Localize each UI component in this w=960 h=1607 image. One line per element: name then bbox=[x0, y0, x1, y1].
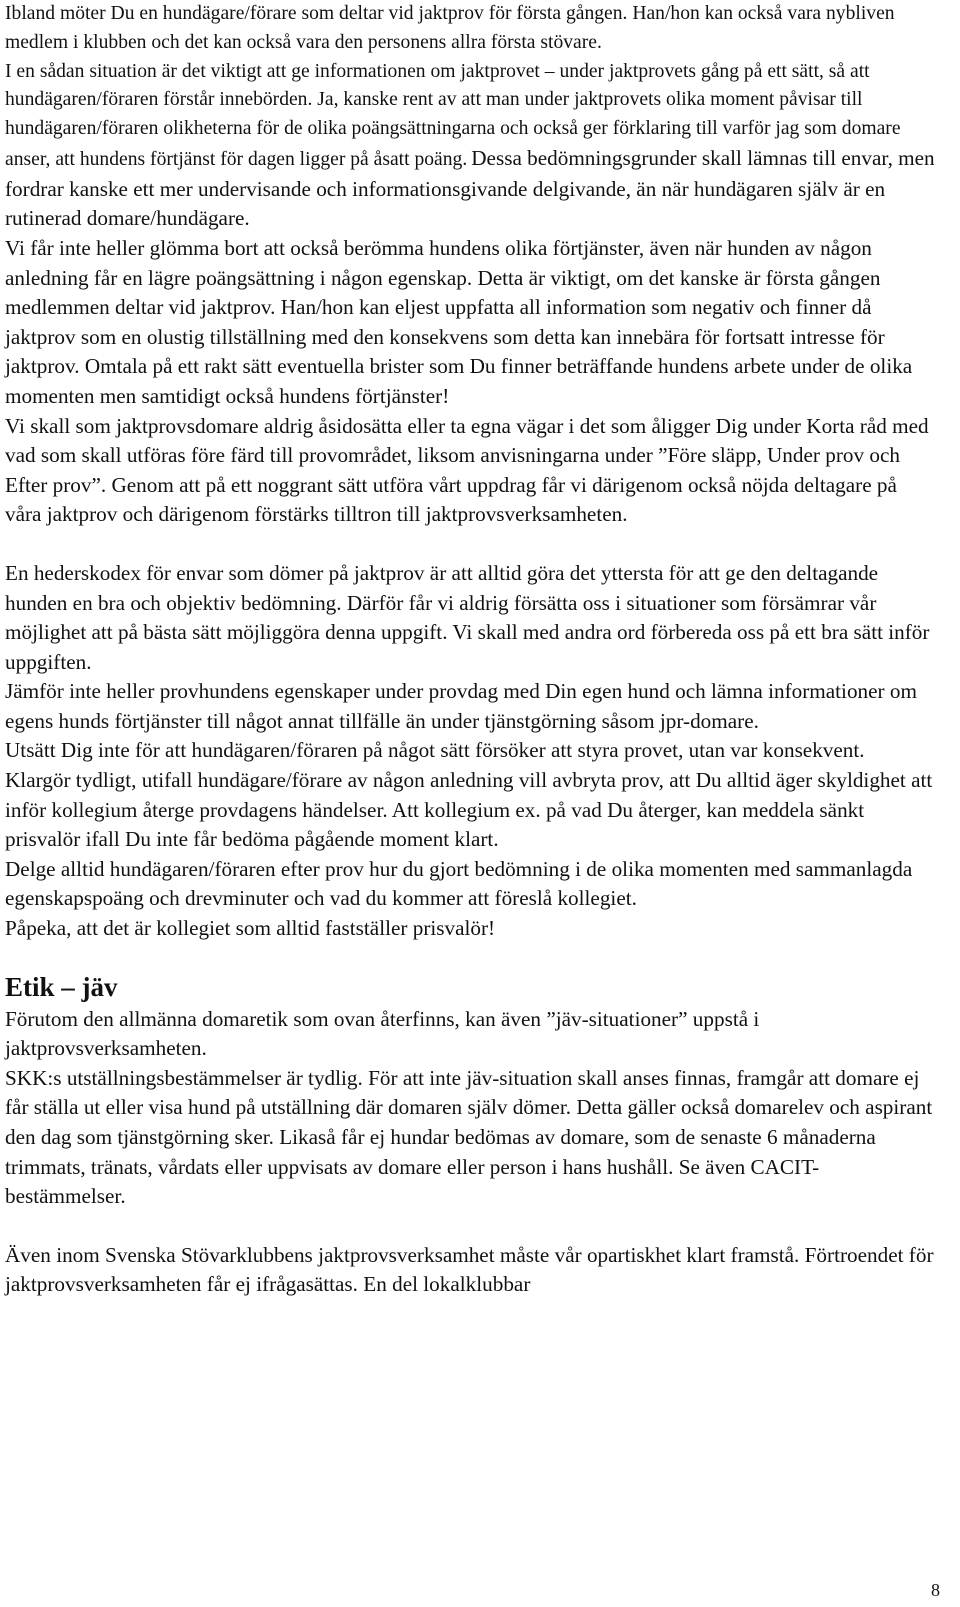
paragraph-informing-owner: I en sådan situation är det viktigt att ge informationen om jaktprovet – under jaktprovets gång på ett sätt, så att hundägaren/föraren förstår innebörden. Ja, kanske rent av att man under jaktprovets olika moment påvisar till hundägaren/föraren olikheterna för de olika poängsättningarna och också ger förklaring till varför jag som domare anser, att hundens förtjänst för dagen ligger på åsatt poäng. bbox=[5, 60, 901, 170]
section-gap bbox=[5, 944, 935, 969]
paragraph-conflict-situations: Förutom den allmänna domaretik som ovan återfinns, kan även ”jäv-situationer” uppstå i jaktprovsverksamheten. bbox=[5, 1006, 760, 1061]
page-number: 8 bbox=[931, 1580, 940, 1600]
paragraph-do-not-let-owner-steer: Utsätt Dig inte för att hundägaren/föraren på något sätt försöker att styra provet, utan var konsekvent. Klargör tydligt, utifall hundägare/förare av någon anledning vill avbryta prov, att Du alltid äger skyldighet att inför kollegium återge provdagens händelser. Att kollegium ex. på vad Du återger, kan meddela sänkt prisvalör ifall Du inte får bedöma pågående moment klart. bbox=[5, 738, 933, 852]
paragraph-gap bbox=[5, 530, 935, 559]
paragraph-skk-rules: SKK:s utställningsbestämmelser är tydlig. För att inte jäv-situation skall anses finnas, framgår att domare ej får ställa ut eller visa hund på utställning där domaren själv dömer. Detta gäller också domarelev och aspirant den dag som tjänstgörning sker. Likaså får ej hundar bedömas av domare, som de senaste 6 månaderna trimmats, tränats, vårdats eller uppvisats av domare eller person i hans hushåll. Se även CACIT-bestämmelser. bbox=[5, 1065, 933, 1209]
paragraph-assessment-grounds: Dessa bedömningsgrunder skall lämnas till envar, men fordrar kanske ett mer undervisande och informationsgivande delgivande, än när hundägaren själv är en rutinerad domare/hundägare. bbox=[5, 145, 935, 231]
paragraph-honor-code: En hederskodex för envar som dömer på jaktprov är att alltid göra det yttersta för att ge den deltagande hunden en bra och objektiv bedömning. Därför får vi aldrig försätta oss i situationer som försämrar vår möjlighet att på bästa sätt möjliggöra denna uppgift. Vi skall med andra ord förbereda oss på ett bra sätt inför uppgiften. bbox=[5, 560, 930, 674]
document-page bbox=[5, 0, 935, 1300]
paragraph-impartiality: Även inom Svenska Stövarklubbens jaktprovsverksamhet måste vår opartiskhet klart framstå. Förtroendet för jaktprovsverksamheten får ej ifrågasättas. En del lokalklubbar bbox=[5, 1242, 934, 1297]
paragraph-college-decides: Påpeka, att det är kollegiet som alltid fastställer prisvalör! bbox=[5, 916, 496, 941]
paragraph-first-time-participant: Ibland möter Du en hundägare/förare som deltar vid jaktprov för första gången. Han/hon kan också vara nybliven medlem i klubben och det kan också vara den personens allra första stövare. bbox=[5, 3, 895, 53]
paragraph-praise-merits: Vi får inte heller glömma bort att också berömma hundens olika förtjänster, även när hunden av någon anledning får en lägre poängsättning i någon egenskap. Detta är viktigt, om det kanske är första gången medlemmen deltar vid jaktprov. Han/hon kan eljest uppfatta all information som negativ och finner då jaktprov som en olustig tillställning med den konsekvens som detta kan innebära för fortsatt intresse för jaktprov. Omtala på ett rakt sätt eventuella brister som Du finner beträffande hundens arbete under de olika momenten men samtidigt också hundens förtjänster! bbox=[5, 235, 913, 408]
paragraph-inform-after-trial: Delge alltid hundägaren/föraren efter prov hur du gjort bedömning i de olika momenten med sammanlagda egenskapspoäng och drevminuter och vad du kommer att föreslå kollegiet. bbox=[5, 856, 913, 911]
paragraph-compare-own-dog: Jämför inte heller provhundens egenskaper under provdag med Din egen hund och lämna informationer om egens hunds förtjänster till något annat tillfälle än under tjänstgörning såsom jpr-domare. bbox=[5, 679, 917, 733]
paragraph-gap-2 bbox=[5, 1212, 935, 1241]
paragraph-judge-duties: Vi skall som jaktprovsdomare aldrig åsidosätta eller ta egna vägar i det som åligger Dig under Korta råd med vad som skall utföras före färd till provområdet, liksom anvisningarna under ”Före släpp, Under prov och Efter prov”. Genom att på ett noggrant sätt utföra vårt uppdrag får vi därigenom också nöjda deltagare på våra jaktprov och därigenom förstärks tilltron till jaktprovsverksamheten. bbox=[5, 413, 929, 527]
section-heading-ethics: Etik – jäv bbox=[5, 971, 118, 1002]
